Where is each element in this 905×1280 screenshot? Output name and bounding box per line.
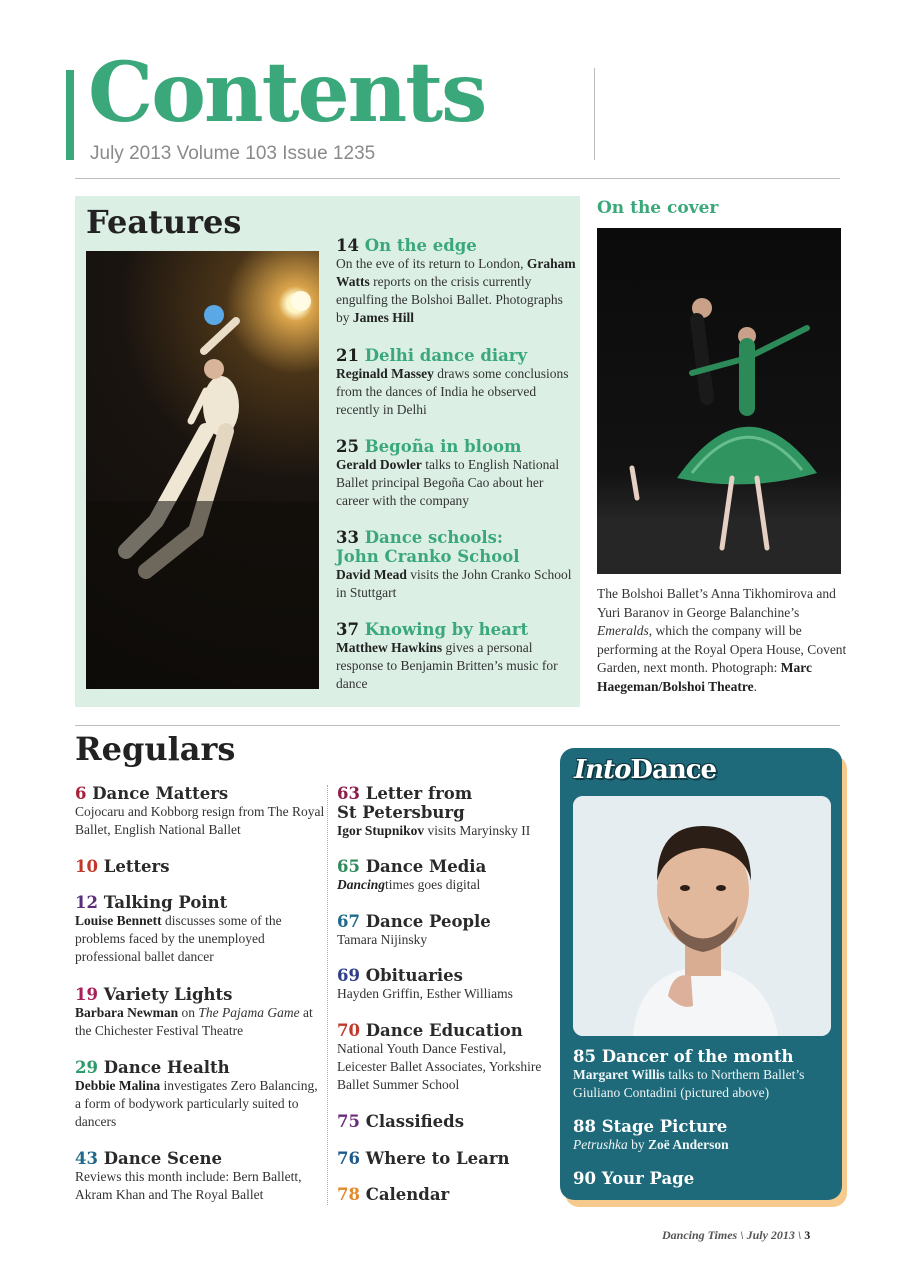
cover-dancers-illustration — [597, 228, 841, 574]
feature-item-33[interactable] — [336, 528, 576, 602]
regular-title: Talking Point — [103, 893, 228, 912]
regular-item-70[interactable] — [337, 1021, 552, 1094]
feature-photo-leaping-dancer — [86, 251, 319, 689]
feature-text: talks to English National Ballet principal Begoña Cao about her career with the company — [336, 457, 560, 508]
regular-item-65[interactable] — [337, 857, 552, 894]
issue-line: July 2013 Volume 103 Issue 1235 — [90, 143, 376, 164]
regular-item-19[interactable] — [75, 985, 325, 1040]
regular-page-number: 63 — [337, 784, 360, 803]
header-divider — [594, 68, 595, 160]
footer-separator: \ — [737, 1228, 747, 1242]
regular-title: Letters — [103, 857, 170, 876]
footer-magazine: Dancing Times — [662, 1228, 738, 1242]
regular-text: National Youth Dance Festival, Leicester Ballet Associates, Yorkshire Ballet Summer School — [337, 1041, 542, 1092]
regular-item-75[interactable] — [337, 1112, 552, 1131]
regular-title: Dance Media — [365, 857, 487, 876]
intodance-title: Dancer of the month — [601, 1047, 794, 1066]
column-divider — [327, 785, 328, 1205]
regular-item-12[interactable] — [75, 893, 325, 966]
intodance-text: talks to Northern Ballet’s Giuliano Contadini (pictured above) — [573, 1067, 805, 1100]
intodance-page-number: 85 — [573, 1047, 596, 1066]
regular-text: times goes digital — [385, 877, 481, 892]
regular-text: Hayden Griffin, Esther Williams — [337, 986, 513, 1001]
intodance-title: Your Page — [601, 1169, 695, 1188]
feature-item-14[interactable] — [336, 236, 576, 327]
feature-text: gives a personal response to Benjamin Britten’s music for dance — [336, 640, 558, 691]
cover-caption-text: The Bolshoi Ballet’s Anna Tikhomirova and Yuri Baranov in George Balanchine’s — [597, 586, 836, 620]
regular-title: Classifieds — [365, 1112, 464, 1131]
intodance-logo-into: Into — [574, 755, 631, 785]
regular-page-number: 67 — [337, 912, 360, 931]
regular-author: Barbara Newman — [75, 1005, 179, 1020]
cover-photo-dancers — [597, 228, 841, 574]
footer-page-number: 3 — [804, 1228, 811, 1242]
intodance-item-90[interactable] — [573, 1169, 835, 1188]
regular-item-78[interactable] — [337, 1185, 552, 1204]
feature-title: Dance schools: — [364, 528, 503, 547]
regular-page-number: 76 — [337, 1149, 360, 1168]
regular-title: Variety Lights — [103, 985, 233, 1004]
feature-title: On the edge — [364, 236, 477, 255]
intodance-text: by — [627, 1137, 648, 1152]
top-rule — [75, 178, 840, 179]
intodance-logo-dance: Dance — [630, 755, 717, 785]
regular-item-10[interactable] — [75, 857, 325, 876]
regular-title: Calendar — [365, 1185, 450, 1204]
feature-author: Reginald Massey — [336, 366, 434, 381]
cover-caption-text: , which the company will be performing at the Royal Opera House, Covent Garden, next month. Photograph: — [597, 623, 847, 675]
feature-page-number: 37 — [336, 620, 359, 639]
footer-separator: \ — [794, 1228, 805, 1242]
regular-author: Debbie Malina — [75, 1078, 161, 1093]
regular-text: at the Chichester Festival Theatre — [75, 1005, 313, 1038]
middle-rule — [75, 725, 840, 726]
title-accent-bar — [66, 70, 74, 160]
regular-item-6[interactable] — [75, 784, 325, 839]
feature-item-25[interactable] — [336, 437, 576, 510]
feature-author: David Mead — [336, 567, 407, 582]
intodance-author: Zoë Anderson — [648, 1137, 729, 1152]
regulars-heading: Regulars — [75, 730, 236, 768]
cover-caption-title: Emeralds — [597, 623, 649, 638]
regular-page-number: 65 — [337, 857, 360, 876]
cover-photo-credit: Marc Haegeman/Bolshoi Theatre — [597, 660, 812, 694]
intodance-author: Margaret Willis — [573, 1067, 665, 1082]
regular-page-number: 6 — [75, 784, 87, 803]
features-heading: Features — [86, 203, 242, 241]
regular-title: Dance Scene — [103, 1149, 222, 1168]
regular-page-number: 19 — [75, 985, 98, 1004]
feature-page-number: 14 — [336, 236, 359, 255]
feature-title-line2: John Cranko School — [336, 547, 520, 566]
regular-author: Igor Stupnikov — [337, 823, 425, 838]
regular-author: Louise Bennett — [75, 913, 162, 928]
feature-text: draws some conclusions from the dances of India he observed recently in Delhi — [336, 366, 569, 417]
regular-page-number: 10 — [75, 857, 98, 876]
page-footer — [662, 1228, 810, 1243]
regular-title: Obituaries — [365, 966, 463, 985]
cover-caption-end: . — [753, 678, 758, 694]
leaping-dancer-illustration — [86, 251, 319, 689]
regular-title: Dance Health — [103, 1058, 230, 1077]
feature-item-37[interactable] — [336, 620, 576, 693]
regular-page-number: 70 — [337, 1021, 360, 1040]
regular-page-number: 43 — [75, 1149, 98, 1168]
cover-heading: On the cover — [597, 198, 719, 218]
regular-title: Dance People — [365, 912, 491, 931]
regular-brand: Dancing — [337, 877, 386, 892]
regular-page-number: 12 — [75, 893, 98, 912]
regular-item-69[interactable] — [337, 966, 552, 1003]
regular-title: Dance Education — [365, 1021, 523, 1040]
feature-text: reports on the crisis currently engulfing the Bolshoi Ballet. Photographs by — [336, 274, 563, 325]
regular-item-29[interactable] — [75, 1058, 325, 1131]
portrait-illustration — [573, 796, 831, 1036]
intodance-work-title: Petrushka — [573, 1137, 628, 1152]
feature-text: On the eve of its return to London, — [336, 256, 524, 271]
regular-text: investigates Zero Balancing, a form of bodywork particularly suited to dancers — [75, 1078, 318, 1129]
feature-title: Begoña in bloom — [364, 437, 522, 456]
feature-author: Graham Watts — [336, 256, 576, 289]
intodance-logo — [574, 755, 716, 785]
regular-text: visits Maryinsky II — [424, 823, 531, 838]
intodance-page-number: 88 — [573, 1117, 596, 1136]
regular-text: Tamara Nijinsky — [337, 932, 428, 947]
intodance-title: Stage Picture — [601, 1117, 728, 1136]
feature-author: Matthew Hawkins — [336, 640, 443, 655]
page-title: Contents — [88, 45, 486, 141]
feature-item-21[interactable] — [336, 346, 576, 419]
regular-page-number: 69 — [337, 966, 360, 985]
regular-page-number: 75 — [337, 1112, 360, 1131]
regular-item-67[interactable] — [337, 912, 552, 949]
feature-page-number: 25 — [336, 437, 359, 456]
regular-text: Cojocaru and Kobborg resign from The Royal Ballet, English National Ballet — [75, 804, 325, 837]
regular-item-63[interactable] — [337, 784, 552, 840]
regular-title-line2: St Petersburg — [337, 803, 465, 822]
regular-item-43[interactable] — [75, 1149, 325, 1204]
feature-title: Delhi dance diary — [364, 346, 528, 365]
intodance-page-number: 90 — [573, 1169, 596, 1188]
feature-title: Knowing by heart — [364, 620, 529, 639]
regular-show-title: The Pajama Game — [198, 1005, 300, 1020]
feature-author: Gerald Dowler — [336, 457, 422, 472]
regular-text: on — [178, 1005, 199, 1020]
feature-text: visits the John Cranko School in Stuttgart — [336, 567, 572, 600]
feature-page-number: 33 — [336, 528, 359, 547]
feature-photographer: James Hill — [352, 310, 414, 325]
dancer-of-month-portrait — [573, 796, 831, 1036]
regular-page-number: 78 — [337, 1185, 360, 1204]
regular-title: Dance Matters — [92, 784, 229, 803]
cover-caption — [597, 585, 847, 696]
regular-item-76[interactable] — [337, 1149, 552, 1168]
regular-text: Reviews this month include: Bern Ballett, Akram Khan and The Royal Ballet — [75, 1169, 302, 1202]
intodance-item-85[interactable] — [573, 1047, 835, 1102]
regular-title: Letter from — [365, 784, 473, 803]
regular-text: discusses some of the problems faced by the unemployed professional ballet dancer — [75, 913, 282, 964]
footer-issue: July 2013 — [746, 1228, 795, 1242]
regular-page-number: 29 — [75, 1058, 98, 1077]
feature-page-number: 21 — [336, 346, 359, 365]
regular-title: Where to Learn — [365, 1149, 510, 1168]
intodance-item-88[interactable] — [573, 1117, 835, 1154]
